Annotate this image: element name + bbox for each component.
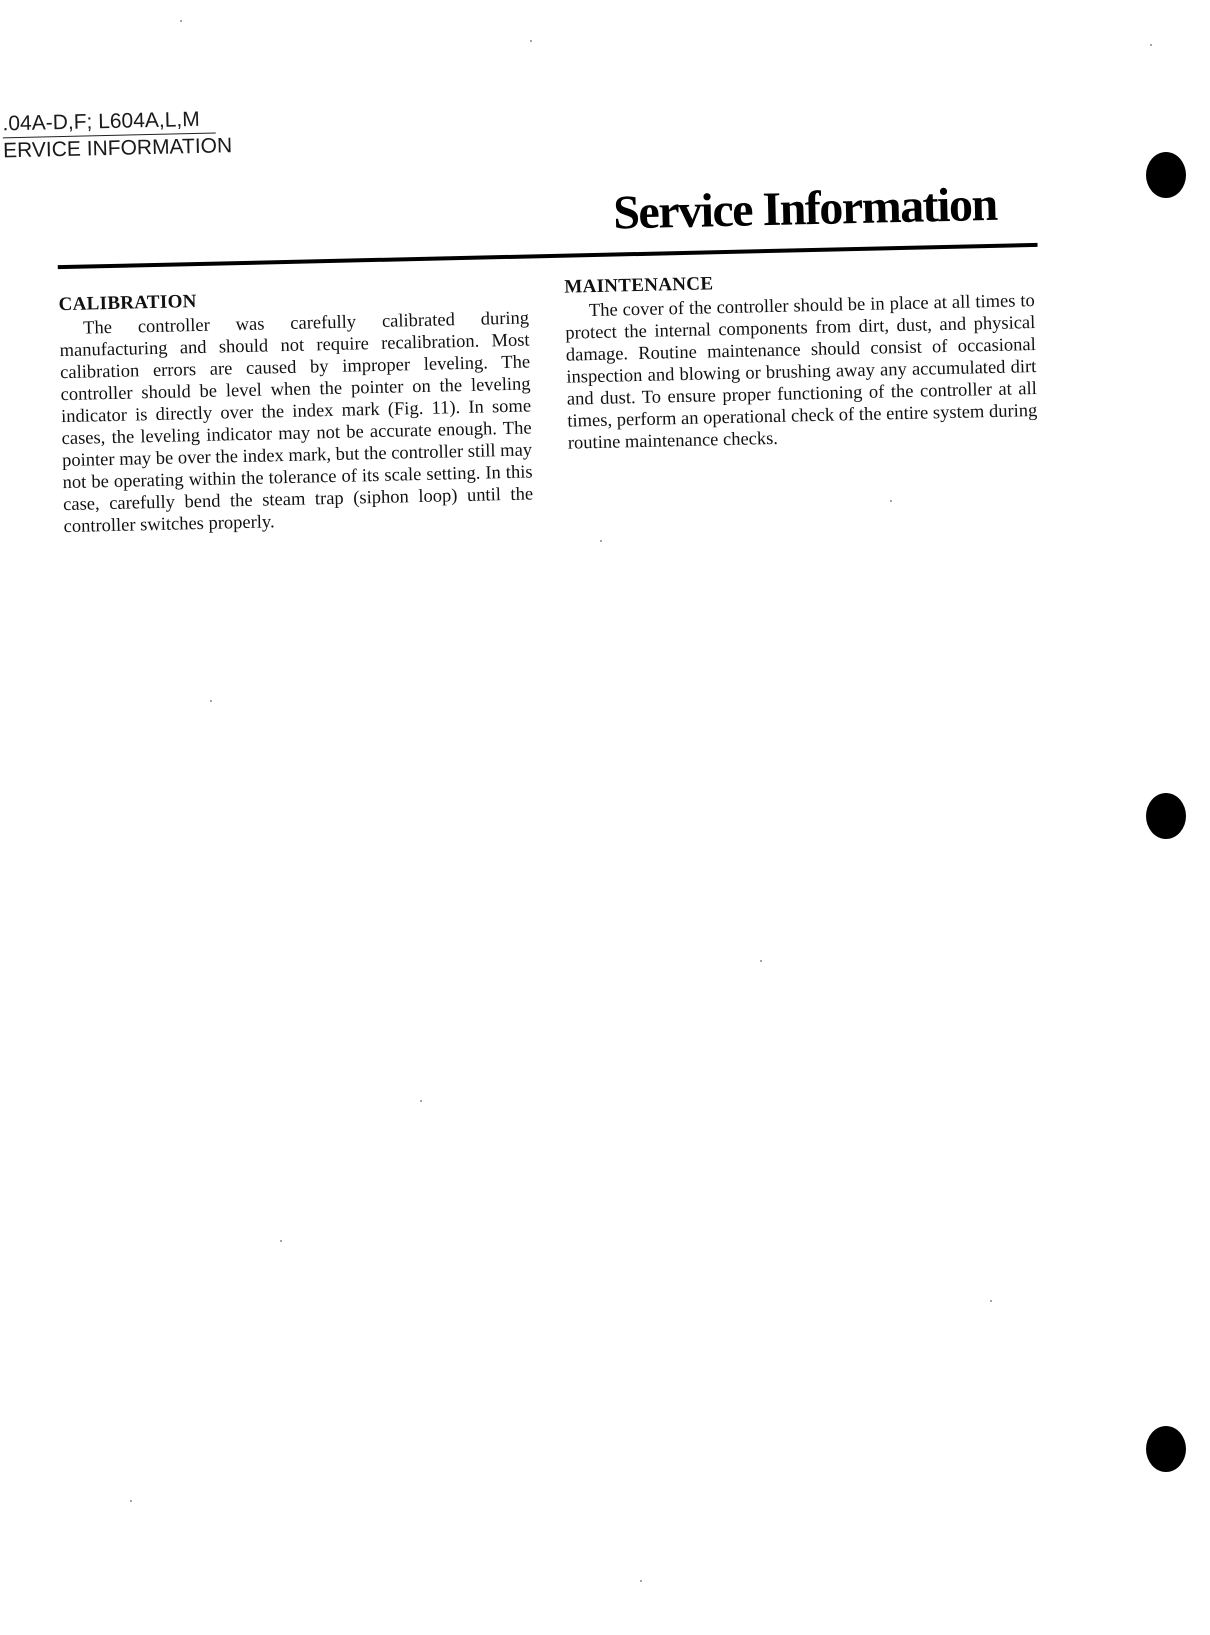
scan-speck: [890, 500, 892, 502]
scan-speck: [210, 700, 212, 702]
binder-hole-bottom: [1146, 1426, 1186, 1472]
scan-speck: [600, 540, 602, 542]
page-title: Service Information: [612, 177, 998, 240]
scan-speck: [180, 20, 182, 22]
scan-speck: [130, 1500, 132, 1502]
maintenance-heading: MAINTENANCE: [564, 273, 714, 298]
scan-speck: [760, 960, 762, 962]
scan-speck: [1150, 44, 1152, 46]
maintenance-body: The cover of the controller should be in place at all times to protect the internal components from dirt, dust, and physical damage. Routine maintenance should consist of occasional inspection and blowing or brushing away any accumulated dirt and dust. To ensure proper functioning of the controller at all times, perform an operational check of the entire system during routine maintenance checks.: [565, 291, 1038, 454]
binder-hole-top: [1146, 152, 1186, 198]
calibration-body: The controller was carefully calibrated during manufacturing and should not require recalibration. Most calibration errors are caused by improper leveling. The controller should be level when the pointer on the leveling indicator is directly over the index mark (Fig. 11). In some cases, the leveling indicator may not be accurate enough. The pointer may be over the index mark, but the controller still may not be operating within the tolerance of its scale setting. In this case, carefully bend the steam trap (siphon loop) until the controller switches properly.: [59, 308, 534, 538]
scan-speck: [530, 40, 532, 42]
maintenance-section: [564, 266, 1038, 455]
scan-speck: [990, 1300, 992, 1302]
scan-speck: [640, 1580, 642, 1582]
calibration-heading: CALIBRATION: [58, 291, 197, 316]
calibration-section: [58, 283, 533, 538]
title-rule: [58, 243, 1038, 269]
binder-hole-middle: [1146, 793, 1186, 839]
section-label-line: ERVICE INFORMATION: [2, 134, 233, 163]
model-number-line: .04A-D,F; L604A,L,M: [2, 107, 216, 139]
scan-speck: [280, 1240, 282, 1242]
scan-speck: [420, 1100, 422, 1102]
running-header: [2, 106, 232, 164]
